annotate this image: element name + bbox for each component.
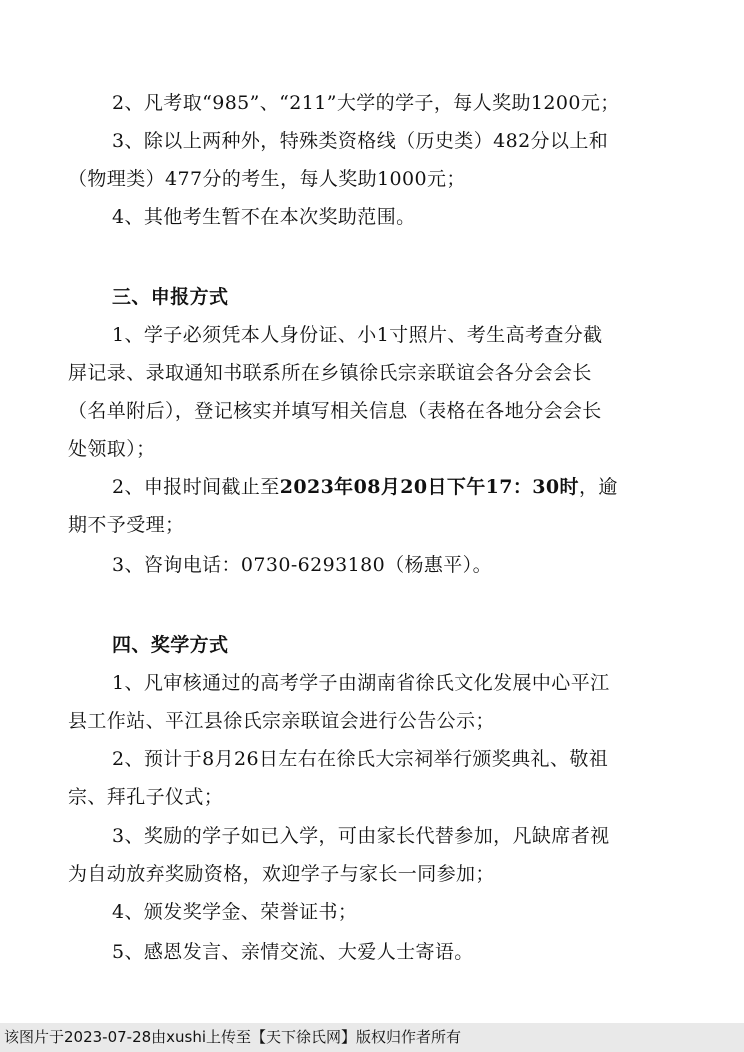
application-item-1-line-4: 处领取）； [68,438,156,460]
award-item-4: 4、颁发奖学金、荣誉证书； [112,901,358,923]
section-heading-application: 三、申报方式 [112,286,229,308]
section-heading-award: 四、奖学方式 [112,634,229,656]
award-item-3-line-1: 3、奖励的学子如已入学，可由家长代替参加，凡缺席者视 [112,825,610,847]
deadline-suffix: ，逾 [578,476,618,498]
application-item-3-contact: 3、咨询电话：0730-6293180（杨惠平）。 [112,554,492,576]
application-item-2-line-1 [0,475,744,499]
award-item-1-line-2: 县工作站、平江县徐氏宗亲联谊会进行公告公示； [68,710,495,732]
award-item-2-line-2: 宗、拜孔子仪式； [68,786,224,808]
application-item-1-line-1: 1、学子必须凭本人身份证、小1寸照片、考生高考查分截 [112,324,603,346]
reward-item-3-line-2: （物理类）477分的考生，每人奖助1000元； [68,168,466,190]
upload-watermark-banner: 该图片于2023-07-28由xushi上传至【天下徐氏网】版权归作者所有 [0,1023,744,1052]
award-item-2-line-1: 2、预计于8月26日左右在徐氏大宗祠举行颁奖典礼、敬祖 [112,748,609,770]
application-item-1-line-2: 屏记录、录取通知书联系所在乡镇徐氏宗亲联谊会各分会会长 [68,362,592,384]
deadline-prefix: 2、申报时间截止至 [112,476,280,498]
award-item-3-line-2: 为自动放弃奖励资格，欢迎学子与家长一同参加； [68,863,495,885]
award-item-1-line-1: 1、凡审核通过的高考学子由湖南省徐氏文化发展中心平江 [112,672,610,694]
reward-item-2: 2、凡考取“985”、“211”大学的学子，每人奖助1200元； [112,92,620,114]
reward-item-3-line-1: 3、除以上两种外，特殊类资格线（历史类）482分以上和 [112,130,609,152]
reward-item-4: 4、其他考生暂不在本次奖助范围。 [112,206,416,228]
award-item-5: 5、感恩发言、亲情交流、大爱人士寄语。 [112,941,474,963]
application-item-2-line-2: 期不予受理； [68,514,185,536]
application-item-1-line-3: （名单附后），登记核实并填写相关信息（表格在各地分会会长 [68,400,602,422]
deadline-date: 2023年08月20日下午17：30时 [279,476,579,498]
